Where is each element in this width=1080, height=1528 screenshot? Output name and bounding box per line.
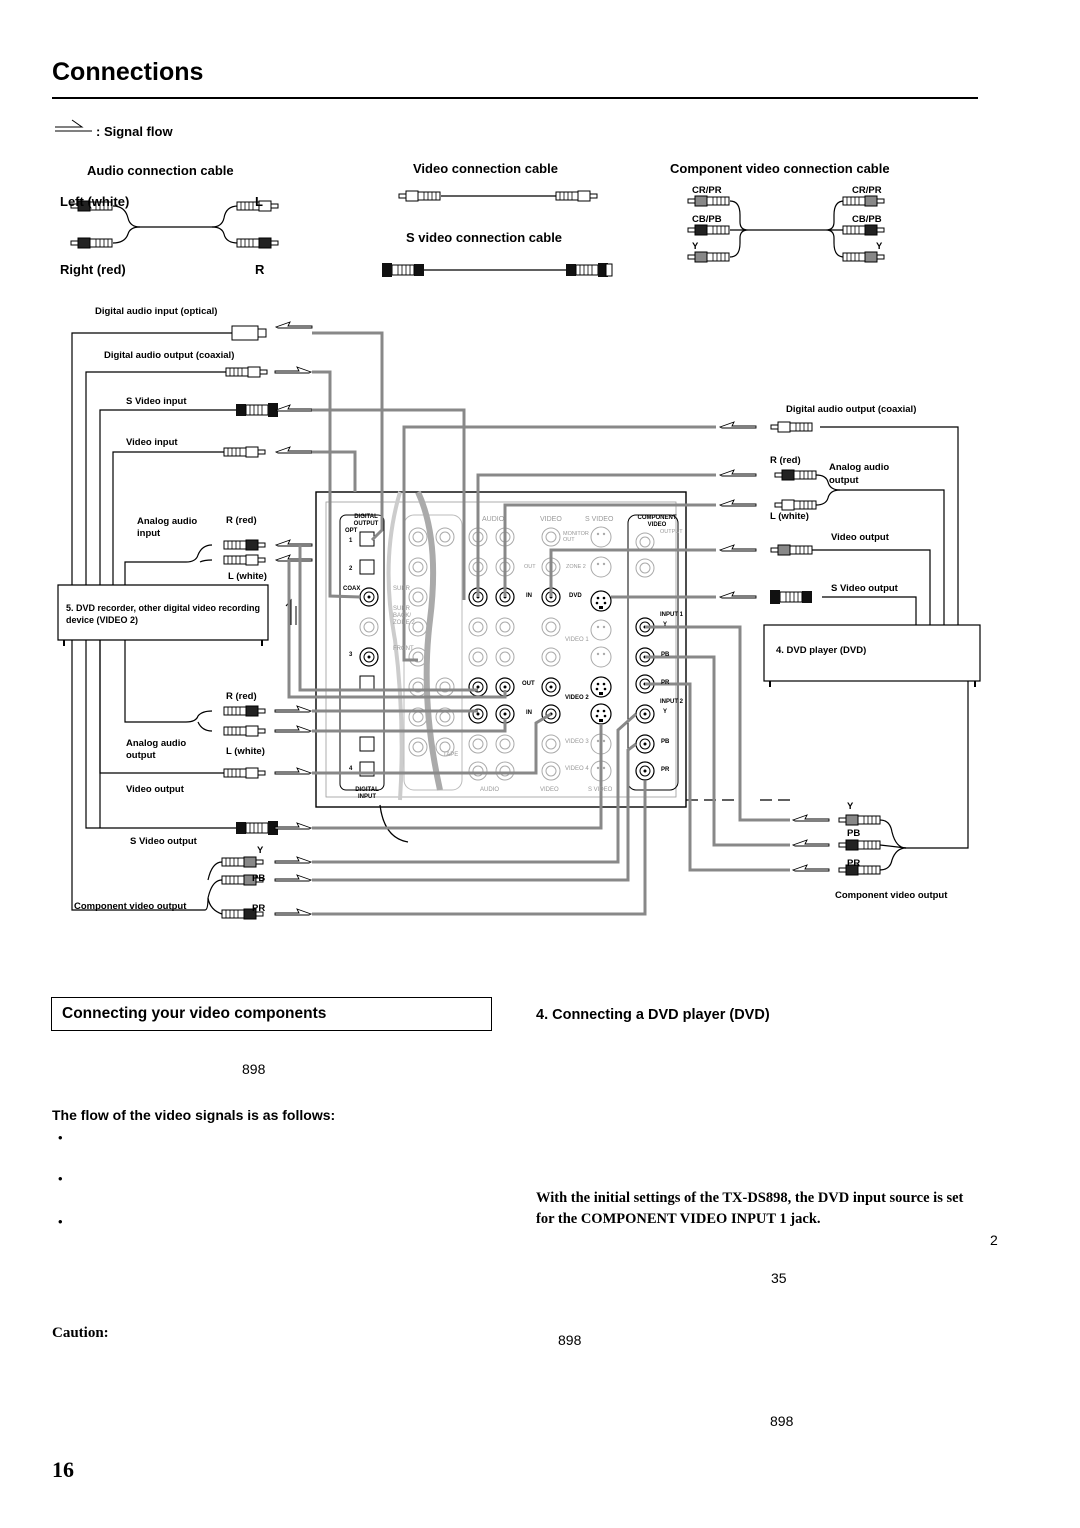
- fragment-35: 35: [771, 1270, 787, 1286]
- component-cable-icon: [688, 196, 884, 262]
- signal-flow-arrow-icon: [55, 120, 92, 131]
- s-video-cable-label: S video connection cable: [406, 230, 563, 245]
- panel-front: FRONT: [393, 646, 414, 652]
- left-pb-label: PB: [252, 873, 266, 884]
- page-title: Connections: [52, 58, 204, 86]
- digital-in-optical-label: Digital audio input (optical): [95, 306, 218, 317]
- panel-video4: VIDEO 4: [565, 766, 589, 772]
- fragment-2: 2: [990, 1232, 998, 1248]
- panel-video: VIDEO: [540, 516, 562, 523]
- panel-component-video: COMPONENT VIDEO: [637, 515, 677, 528]
- left-s-video-output-label: S Video output: [130, 836, 197, 847]
- analog-audio-output-label: Analog audio output: [126, 738, 187, 761]
- right-red-label: Right (red): [60, 262, 126, 277]
- panel-audio: AUDIO: [482, 516, 505, 523]
- right-l-white: L (white): [770, 511, 809, 522]
- video-components-header-box: [51, 997, 492, 1031]
- fragment-898-c: 898: [770, 1413, 794, 1429]
- panel-output: OUTPUT: [660, 529, 683, 535]
- video-components-header: Connecting your video components: [62, 1005, 327, 1022]
- panel-opt-top: OPT: [345, 528, 358, 534]
- video-cable-label: Video connection cable: [413, 161, 558, 176]
- video-input-label: Video input: [126, 437, 178, 448]
- l-label: L: [255, 194, 263, 209]
- y-left: Y: [692, 241, 699, 252]
- panel-in1-pr: PR: [661, 680, 670, 686]
- panel-s-video-bottom: S VIDEO: [588, 787, 613, 793]
- component-cable-label: Component video connection cable: [670, 161, 890, 176]
- dvd-player-box: [764, 625, 980, 687]
- s-video-input-label: S Video input: [126, 396, 187, 407]
- panel-surr-back: SURR BACK/ ZONE 2: [393, 606, 415, 626]
- right-y-label: Y: [847, 801, 854, 812]
- left-video-output-label: Video output: [126, 784, 184, 795]
- left-signal-arrows: [275, 322, 312, 915]
- left-r-red-in: R (red): [226, 515, 257, 526]
- panel-in2-pb: PB: [661, 739, 670, 745]
- panel-digital-input: DIGITAL INPUT: [355, 787, 379, 800]
- fragment-898-a: 898: [242, 1061, 266, 1077]
- panel-num-2: 2: [349, 566, 353, 572]
- right-s-video-output-label: S Video output: [831, 583, 898, 594]
- panel-video-bottom: VIDEO: [540, 787, 559, 793]
- right-analog-audio-output-label: Analog audio output: [829, 462, 890, 486]
- dvd-recorder-label: 5. DVD recorder, other digital video recording device (VIDEO 2): [66, 603, 261, 625]
- panel-s-video: S VIDEO: [585, 516, 614, 523]
- digital-out-coax-label: Digital audio output (coaxial): [104, 350, 235, 361]
- left-l-white-in: L (white): [228, 571, 267, 582]
- signal-flow-label: : Signal flow: [96, 124, 173, 139]
- panel-out-zone: OUT: [524, 564, 536, 570]
- panel-digital-output: DIGITAL OUTPUT: [353, 514, 379, 527]
- dvd-initial-settings-note: With the initial settings of the TX-DS898, the DVD input source is set for the COMPONENT VIDEO INPUT 1 jack.: [536, 1190, 964, 1227]
- caution-label: Caution:: [52, 1325, 109, 1341]
- cb-pb-left: CB/PB: [692, 214, 722, 225]
- r-label: R: [255, 262, 265, 277]
- fragment-898-b: 898: [558, 1332, 582, 1348]
- left-l-white-out: L (white): [226, 746, 265, 757]
- analog-audio-input-label: Analog audio input: [137, 516, 198, 539]
- panel-zone2: ZONE 2: [566, 564, 586, 570]
- page-number: 16: [52, 1457, 74, 1482]
- video-cable-icon: [399, 191, 597, 201]
- panel-out-v2: OUT: [522, 681, 535, 687]
- panel-in1-pb: PB: [661, 652, 670, 658]
- right-pb-label: PB: [847, 828, 861, 839]
- panel-video1: VIDEO 1: [565, 637, 589, 643]
- right-video-output-label: Video output: [831, 532, 889, 543]
- panel-in-v2: IN: [526, 710, 532, 716]
- panel-surr: SURR: [393, 586, 411, 592]
- cr-pr-right: CR/PR: [852, 185, 882, 196]
- left-component-output-label: Component video output: [74, 901, 187, 912]
- panel-in2-y: Y: [663, 709, 668, 715]
- panel-input2: INPUT 2: [660, 699, 684, 705]
- bullet-1: •: [58, 1130, 63, 1145]
- panel-num-1: 1: [349, 538, 353, 544]
- panel-video2: VIDEO 2: [565, 695, 589, 701]
- cr-pr-left: CR/PR: [692, 185, 722, 196]
- dvd-player-label: 4. DVD player (DVD): [776, 645, 867, 656]
- panel-in2-pr: PR: [661, 767, 670, 773]
- dvd-heading: 4. Connecting a DVD player (DVD): [536, 1007, 770, 1023]
- panel-in-dvd: IN: [526, 593, 532, 599]
- panel-dvd: DVD: [569, 593, 582, 599]
- right-component-output-label: Component video output: [835, 890, 948, 901]
- panel-video3: VIDEO 3: [565, 739, 589, 745]
- left-y-label: Y: [257, 845, 264, 856]
- panel-num-4: 4: [349, 766, 353, 772]
- cb-pb-right: CB/PB: [852, 214, 882, 225]
- panel-input1: INPUT 1: [660, 612, 684, 618]
- right-pr-label: PR: [847, 858, 861, 869]
- right-r-red: R (red): [770, 455, 801, 466]
- panel-tape: TAPE: [443, 752, 459, 758]
- panel-monitor-out: MONITOR OUT: [563, 531, 589, 543]
- panel-num-3: 3: [349, 652, 353, 658]
- y-right: Y: [876, 241, 883, 252]
- left-r-red-out: R (red): [226, 691, 257, 702]
- bullet-2: •: [58, 1171, 63, 1186]
- panel-audio-bottom: AUDIO: [480, 787, 500, 793]
- flow-heading: The flow of the video signals is as follows:: [52, 1107, 336, 1123]
- left-pr-label: PR: [252, 903, 266, 914]
- audio-cable-label: Audio connection cable: [87, 163, 234, 178]
- bullet-3: •: [58, 1214, 63, 1229]
- panel-coax: COAX: [343, 586, 361, 592]
- right-digital-out-coax-label: Digital audio output (coaxial): [786, 404, 917, 415]
- panel-in1-y: Y: [663, 622, 668, 628]
- s-video-cable-icon: [382, 263, 612, 277]
- left-white-label: Left (white): [60, 194, 130, 209]
